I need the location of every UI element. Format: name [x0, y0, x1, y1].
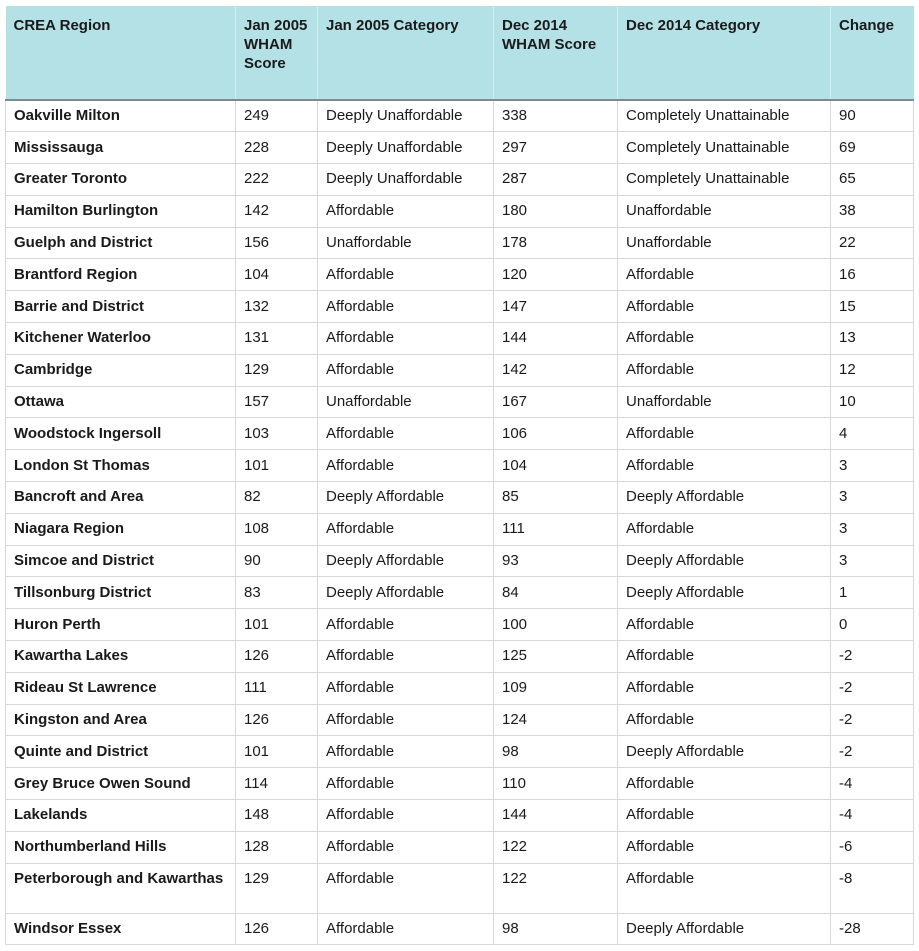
region-cell: Niagara Region: [6, 513, 236, 545]
dec-2014-category-cell: Unaffordable: [618, 195, 831, 227]
change-cell: 65: [831, 164, 914, 196]
dec-2014-category-cell: Affordable: [618, 800, 831, 832]
dec-2014-category-cell: Affordable: [618, 323, 831, 355]
dec-2014-category-cell: Deeply Affordable: [618, 736, 831, 768]
table-row: [6, 100, 914, 132]
dec-2014-score-cell: 110: [494, 768, 618, 800]
dec-2014-score-cell: 122: [494, 863, 618, 913]
table-row: [6, 259, 914, 291]
jan-2005-score-cell: 114: [236, 768, 318, 800]
region-cell: Kingston and Area: [6, 704, 236, 736]
jan-2005-category-cell: Affordable: [318, 641, 494, 673]
dec-2014-score-cell: 93: [494, 545, 618, 577]
change-cell: 12: [831, 354, 914, 386]
table-row: [6, 641, 914, 673]
table-row: [6, 513, 914, 545]
jan-2005-score-cell: 126: [236, 641, 318, 673]
region-cell: Bancroft and Area: [6, 482, 236, 514]
jan-2005-score-cell: 142: [236, 195, 318, 227]
jan-2005-score-cell: 132: [236, 291, 318, 323]
change-cell: -2: [831, 641, 914, 673]
wham-score-table: [5, 6, 914, 945]
jan-2005-score-cell: 101: [236, 736, 318, 768]
dec-2014-category-cell: Affordable: [618, 863, 831, 913]
jan-2005-category-cell: Affordable: [318, 323, 494, 355]
jan-2005-score-cell: 131: [236, 323, 318, 355]
table-row: [6, 831, 914, 863]
change-cell: -4: [831, 768, 914, 800]
table-row: [6, 482, 914, 514]
table-row: [6, 736, 914, 768]
dec-2014-category-cell: Affordable: [618, 450, 831, 482]
table-row: [6, 164, 914, 196]
dec-2014-category-cell: Completely Unattainable: [618, 132, 831, 164]
jan-2005-score-cell: 157: [236, 386, 318, 418]
region-cell: Barrie and District: [6, 291, 236, 323]
dec-2014-category-cell: Affordable: [618, 609, 831, 641]
region-cell: Peterborough and Kawarthas: [6, 863, 236, 913]
change-cell: -4: [831, 800, 914, 832]
region-cell: Kawartha Lakes: [6, 641, 236, 673]
jan-2005-score-cell: 228: [236, 132, 318, 164]
region-cell: Brantford Region: [6, 259, 236, 291]
change-cell: 38: [831, 195, 914, 227]
jan-2005-category-cell: Affordable: [318, 913, 494, 945]
jan-2005-category-cell: Deeply Unaffordable: [318, 164, 494, 196]
table-row: [6, 913, 914, 945]
table-row: [6, 863, 914, 913]
dec-2014-category-cell: Affordable: [618, 291, 831, 323]
jan-2005-category-cell: Affordable: [318, 291, 494, 323]
jan-2005-category-cell: Deeply Affordable: [318, 482, 494, 514]
jan-2005-score-cell: 83: [236, 577, 318, 609]
jan-2005-score-cell: 156: [236, 227, 318, 259]
change-cell: 90: [831, 100, 914, 132]
jan-2005-score-cell: 108: [236, 513, 318, 545]
region-cell: London St Thomas: [6, 450, 236, 482]
region-cell: Northumberland Hills: [6, 831, 236, 863]
region-cell: Quinte and District: [6, 736, 236, 768]
jan-2005-score-cell: 129: [236, 354, 318, 386]
jan-2005-score-cell: 103: [236, 418, 318, 450]
table-row: [6, 323, 914, 355]
change-cell: -2: [831, 704, 914, 736]
table-row: [6, 386, 914, 418]
jan-2005-category-cell: Deeply Unaffordable: [318, 132, 494, 164]
table-row: [6, 577, 914, 609]
dec-2014-category-cell: Affordable: [618, 831, 831, 863]
table-row: [6, 227, 914, 259]
change-cell: -28: [831, 913, 914, 945]
dec-2014-category-cell: Affordable: [618, 641, 831, 673]
dec-2014-score-cell: 178: [494, 227, 618, 259]
header-crea-region: CREA Region: [6, 6, 236, 100]
dec-2014-category-cell: Unaffordable: [618, 386, 831, 418]
dec-2014-score-cell: 338: [494, 100, 618, 132]
jan-2005-category-cell: Unaffordable: [318, 227, 494, 259]
header-jan-2005-score: Jan 2005 WHAM Score: [236, 6, 318, 100]
jan-2005-score-cell: 101: [236, 450, 318, 482]
dec-2014-category-cell: Deeply Affordable: [618, 482, 831, 514]
table-row: [6, 418, 914, 450]
jan-2005-score-cell: 101: [236, 609, 318, 641]
dec-2014-category-cell: Deeply Affordable: [618, 545, 831, 577]
dec-2014-score-cell: 120: [494, 259, 618, 291]
dec-2014-score-cell: 100: [494, 609, 618, 641]
dec-2014-score-cell: 142: [494, 354, 618, 386]
region-cell: Windsor Essex: [6, 913, 236, 945]
dec-2014-category-cell: Affordable: [618, 418, 831, 450]
dec-2014-category-cell: Affordable: [618, 513, 831, 545]
dec-2014-score-cell: 104: [494, 450, 618, 482]
table-row: [6, 291, 914, 323]
jan-2005-category-cell: Affordable: [318, 354, 494, 386]
table-row: [6, 195, 914, 227]
change-cell: 1: [831, 577, 914, 609]
dec-2014-score-cell: 106: [494, 418, 618, 450]
jan-2005-category-cell: Affordable: [318, 513, 494, 545]
change-cell: -8: [831, 863, 914, 913]
change-cell: 4: [831, 418, 914, 450]
dec-2014-score-cell: 297: [494, 132, 618, 164]
dec-2014-category-cell: Deeply Affordable: [618, 577, 831, 609]
jan-2005-score-cell: 128: [236, 831, 318, 863]
jan-2005-category-cell: Affordable: [318, 831, 494, 863]
region-cell: Cambridge: [6, 354, 236, 386]
jan-2005-score-cell: 126: [236, 913, 318, 945]
dec-2014-category-cell: Unaffordable: [618, 227, 831, 259]
change-cell: 13: [831, 323, 914, 355]
header-change: Change: [831, 6, 914, 100]
dec-2014-score-cell: 98: [494, 736, 618, 768]
dec-2014-score-cell: 98: [494, 913, 618, 945]
region-cell: Woodstock Ingersoll: [6, 418, 236, 450]
jan-2005-category-cell: Unaffordable: [318, 386, 494, 418]
change-cell: 3: [831, 450, 914, 482]
dec-2014-score-cell: 180: [494, 195, 618, 227]
region-cell: Greater Toronto: [6, 164, 236, 196]
region-cell: Mississauga: [6, 132, 236, 164]
dec-2014-score-cell: 144: [494, 800, 618, 832]
dec-2014-category-cell: Affordable: [618, 704, 831, 736]
jan-2005-score-cell: 104: [236, 259, 318, 291]
table-row: [6, 545, 914, 577]
dec-2014-category-cell: Affordable: [618, 354, 831, 386]
jan-2005-category-cell: Affordable: [318, 736, 494, 768]
jan-2005-category-cell: Affordable: [318, 195, 494, 227]
jan-2005-score-cell: 111: [236, 672, 318, 704]
table-row: [6, 800, 914, 832]
dec-2014-category-cell: Affordable: [618, 672, 831, 704]
table-row: [6, 672, 914, 704]
region-cell: Guelph and District: [6, 227, 236, 259]
change-cell: -2: [831, 736, 914, 768]
jan-2005-category-cell: Affordable: [318, 863, 494, 913]
dec-2014-category-cell: Completely Unattainable: [618, 100, 831, 132]
dec-2014-score-cell: 122: [494, 831, 618, 863]
jan-2005-category-cell: Affordable: [318, 704, 494, 736]
region-cell: Ottawa: [6, 386, 236, 418]
change-cell: -2: [831, 672, 914, 704]
dec-2014-score-cell: 85: [494, 482, 618, 514]
table-body: [6, 100, 914, 945]
change-cell: 69: [831, 132, 914, 164]
region-cell: Hamilton Burlington: [6, 195, 236, 227]
dec-2014-score-cell: 111: [494, 513, 618, 545]
jan-2005-score-cell: 222: [236, 164, 318, 196]
change-cell: 3: [831, 482, 914, 514]
table-row: [6, 450, 914, 482]
jan-2005-score-cell: 129: [236, 863, 318, 913]
table-row: [6, 132, 914, 164]
region-cell: Kitchener Waterloo: [6, 323, 236, 355]
dec-2014-score-cell: 109: [494, 672, 618, 704]
change-cell: 3: [831, 545, 914, 577]
header-dec-2014-score: Dec 2014 WHAM Score: [494, 6, 618, 100]
dec-2014-category-cell: Completely Unattainable: [618, 164, 831, 196]
jan-2005-category-cell: Affordable: [318, 418, 494, 450]
dec-2014-category-cell: Deeply Affordable: [618, 913, 831, 945]
table-row: [6, 609, 914, 641]
dec-2014-category-cell: Affordable: [618, 768, 831, 800]
jan-2005-score-cell: 249: [236, 100, 318, 132]
jan-2005-category-cell: Affordable: [318, 800, 494, 832]
region-cell: Huron Perth: [6, 609, 236, 641]
dec-2014-score-cell: 147: [494, 291, 618, 323]
region-cell: Grey Bruce Owen Sound: [6, 768, 236, 800]
change-cell: 10: [831, 386, 914, 418]
change-cell: 16: [831, 259, 914, 291]
jan-2005-category-cell: Affordable: [318, 768, 494, 800]
jan-2005-category-cell: Affordable: [318, 259, 494, 291]
region-cell: Simcoe and District: [6, 545, 236, 577]
change-cell: 3: [831, 513, 914, 545]
dec-2014-score-cell: 167: [494, 386, 618, 418]
jan-2005-category-cell: Affordable: [318, 672, 494, 704]
dec-2014-score-cell: 125: [494, 641, 618, 673]
table-row: [6, 354, 914, 386]
jan-2005-category-cell: Deeply Unaffordable: [318, 100, 494, 132]
region-cell: Rideau St Lawrence: [6, 672, 236, 704]
dec-2014-score-cell: 84: [494, 577, 618, 609]
jan-2005-score-cell: 82: [236, 482, 318, 514]
jan-2005-score-cell: 90: [236, 545, 318, 577]
table-row: [6, 768, 914, 800]
table-header-row: [6, 6, 914, 100]
change-cell: 22: [831, 227, 914, 259]
dec-2014-score-cell: 124: [494, 704, 618, 736]
jan-2005-category-cell: Deeply Affordable: [318, 545, 494, 577]
header-dec-2014-category: Dec 2014 Category: [618, 6, 831, 100]
table-row: [6, 704, 914, 736]
jan-2005-category-cell: Affordable: [318, 609, 494, 641]
dec-2014-score-cell: 287: [494, 164, 618, 196]
change-cell: 15: [831, 291, 914, 323]
change-cell: 0: [831, 609, 914, 641]
region-cell: Tillsonburg District: [6, 577, 236, 609]
region-cell: Lakelands: [6, 800, 236, 832]
jan-2005-category-cell: Deeply Affordable: [318, 577, 494, 609]
dec-2014-category-cell: Affordable: [618, 259, 831, 291]
region-cell: Oakville Milton: [6, 100, 236, 132]
jan-2005-category-cell: Affordable: [318, 450, 494, 482]
jan-2005-score-cell: 148: [236, 800, 318, 832]
dec-2014-score-cell: 144: [494, 323, 618, 355]
jan-2005-score-cell: 126: [236, 704, 318, 736]
header-jan-2005-category: Jan 2005 Category: [318, 6, 494, 100]
change-cell: -6: [831, 831, 914, 863]
